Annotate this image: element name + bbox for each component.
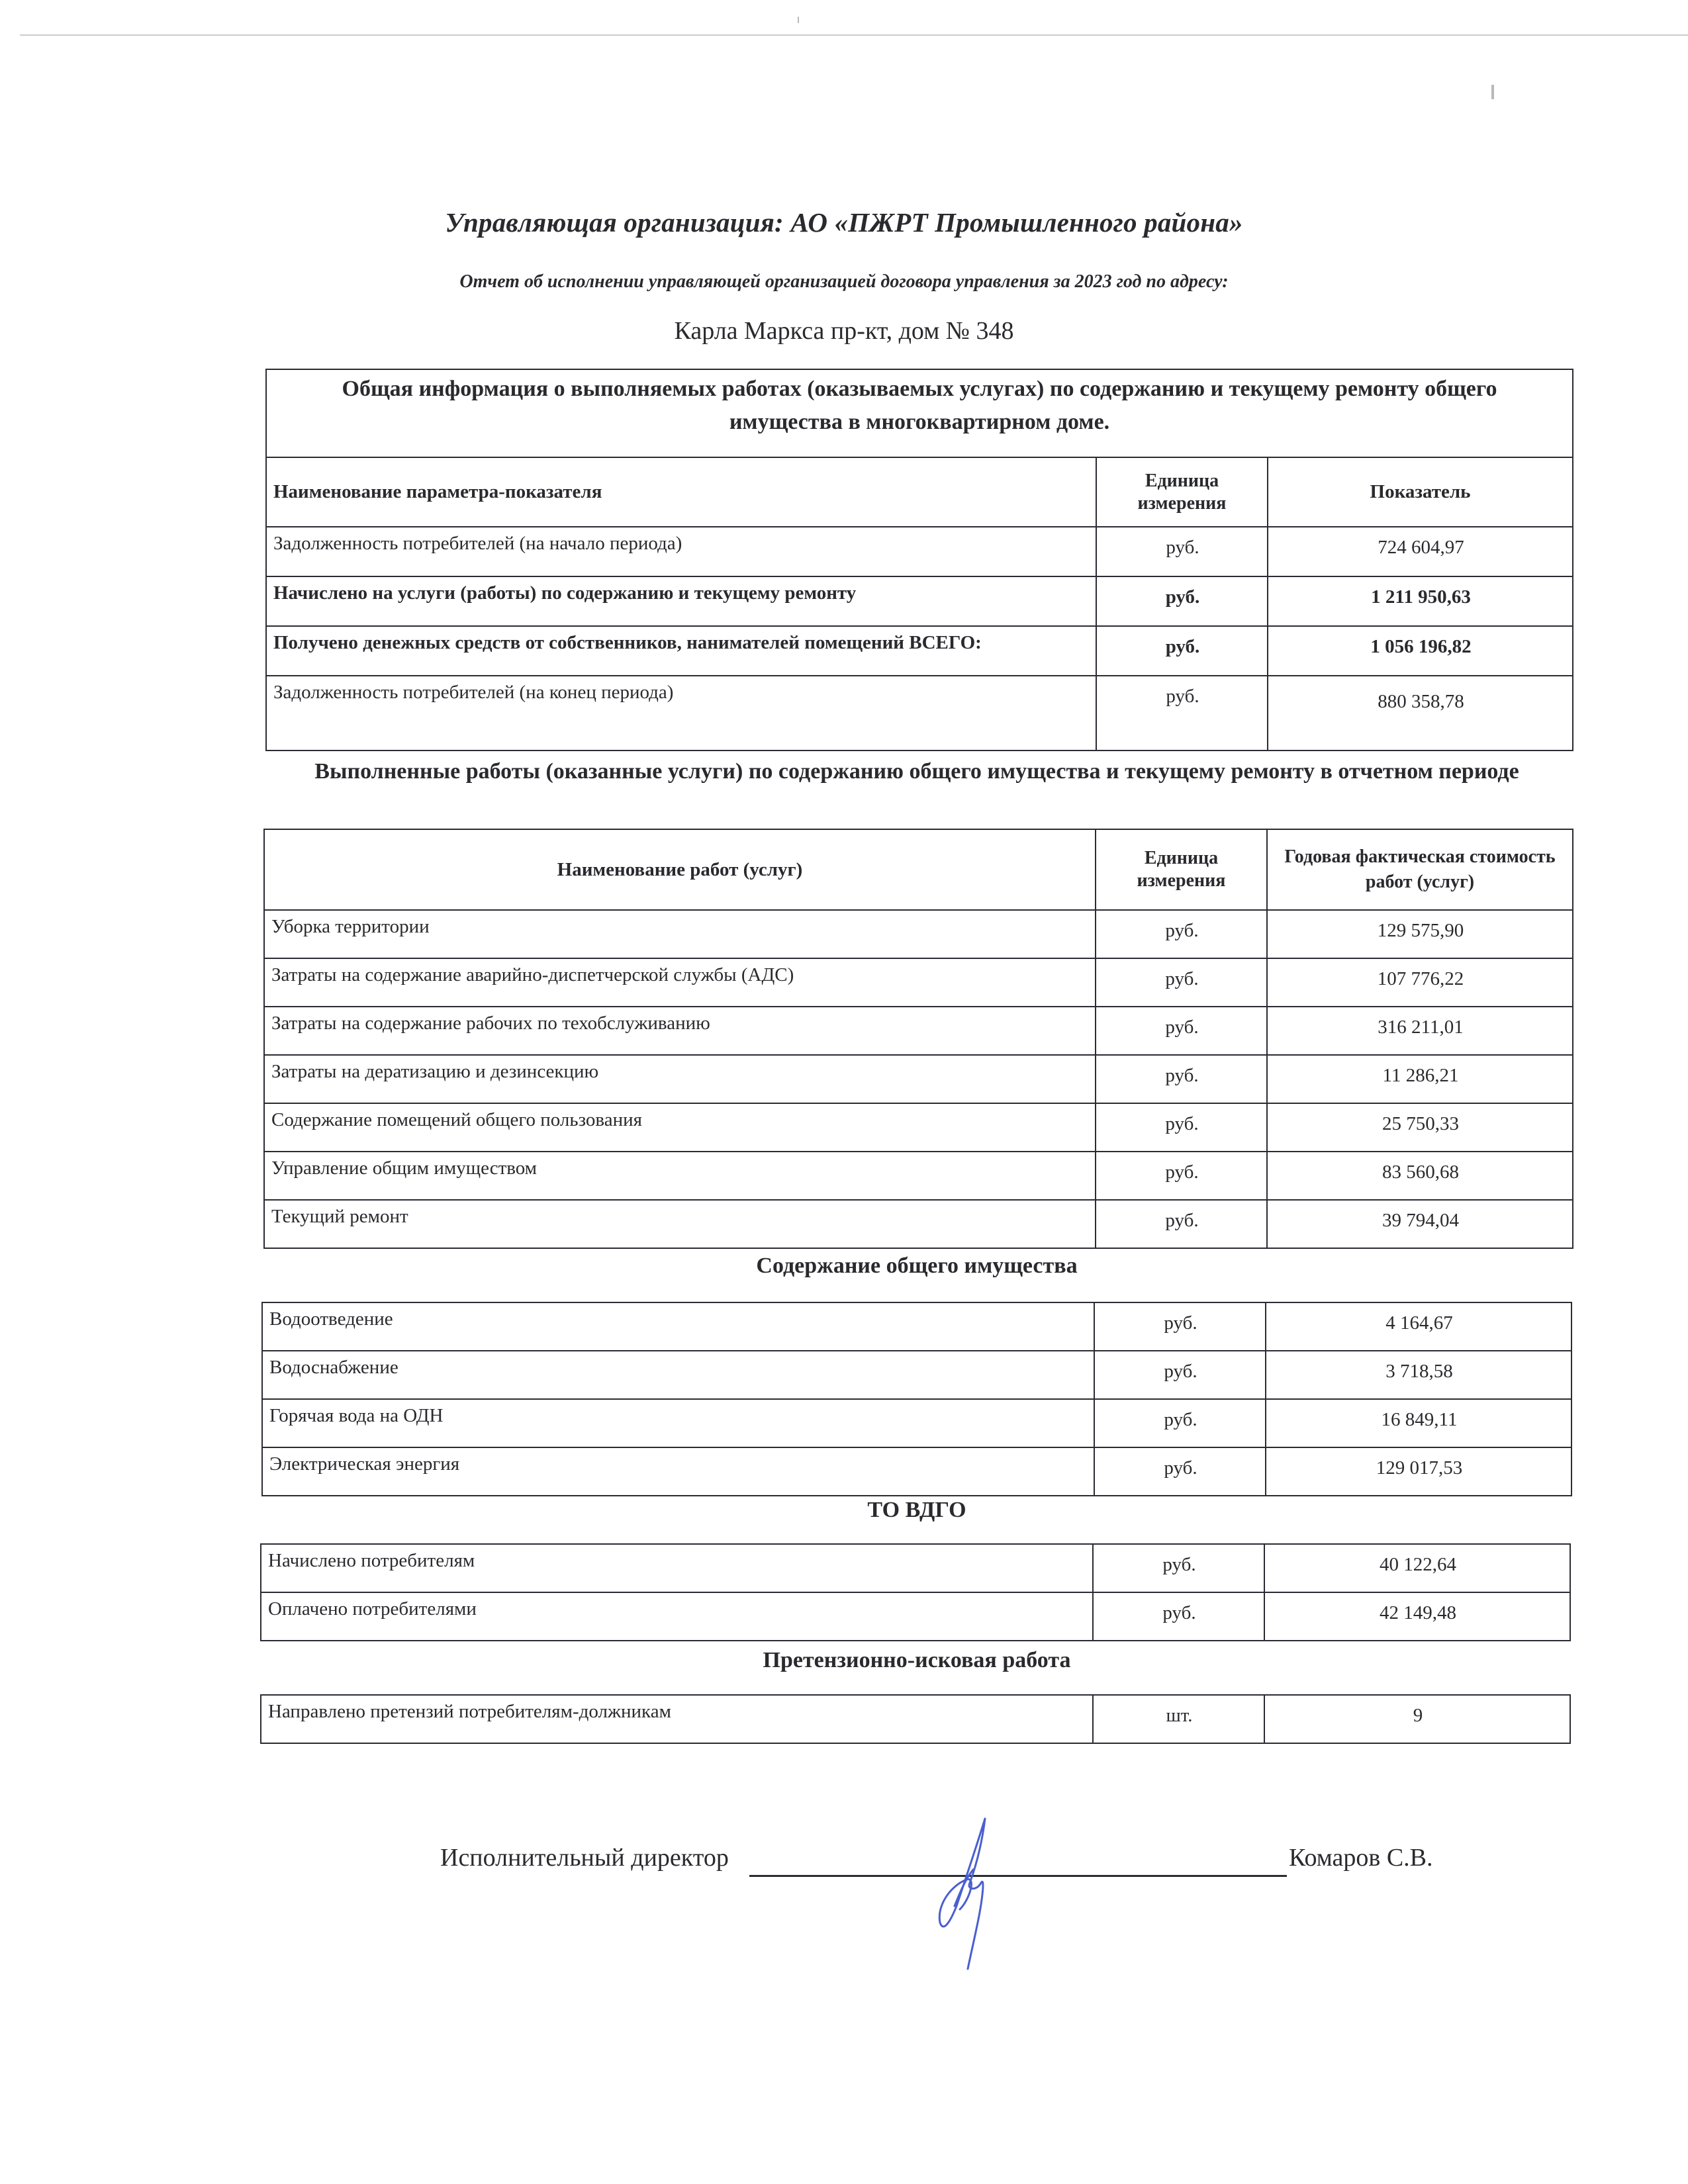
claims-table — [260, 1694, 1571, 1744]
row-name: Начислено потребителям — [261, 1544, 1093, 1592]
column-header-annual-cost: Годовая фактическая стоимость работ (услуг) — [1267, 829, 1573, 910]
row-unit: руб. — [1096, 527, 1268, 576]
row-name: Оплачено потребителями — [261, 1592, 1093, 1641]
table-row — [264, 958, 1573, 1007]
scan-speck — [798, 17, 799, 23]
row-unit: руб. — [1093, 1592, 1264, 1641]
row-name: Водоснабжение — [262, 1351, 1094, 1399]
vdgo-heading: ТО ВДГО — [867, 1498, 966, 1522]
column-header-value: Показатель — [1268, 457, 1573, 527]
row-name: Электрическая энергия — [262, 1447, 1094, 1496]
row-name: Задолженность потребителей (на начало периода) — [266, 527, 1096, 576]
address-title: Карла Маркса пр-кт, дом № 348 — [674, 317, 1014, 345]
table-row — [261, 1544, 1570, 1592]
row-unit: руб. — [1096, 1055, 1267, 1103]
table-row — [262, 1302, 1571, 1351]
row-unit: руб. — [1096, 910, 1267, 958]
row-unit: руб. — [1096, 1007, 1267, 1055]
row-value: 16 849,11 — [1266, 1399, 1571, 1447]
row-value: 25 750,33 — [1267, 1103, 1573, 1152]
row-unit: руб. — [1094, 1351, 1266, 1399]
common-property-heading: Содержание общего имущества — [756, 1253, 1078, 1278]
row-unit: руб. — [1096, 958, 1267, 1007]
row-value: 724 604,97 — [1268, 527, 1573, 576]
row-name: Направлено претензий потребителям-должникам — [261, 1695, 1093, 1743]
signatory-role: Исполнительный директор — [440, 1844, 729, 1872]
table-row — [264, 1055, 1573, 1103]
row-unit: руб. — [1094, 1302, 1266, 1351]
report-title: Отчет об исполнении управляющей организацией договора управления за 2023 год по адресу: — [459, 271, 1229, 292]
row-unit: руб. — [1093, 1544, 1264, 1592]
row-name: Получено денежных средств от собственников, нанимателей помещений ВСЕГО: — [266, 626, 1096, 676]
signatory-name: Комаров С.В. — [1289, 1844, 1433, 1872]
table-row — [261, 1695, 1570, 1743]
row-value: 1 056 196,82 — [1268, 626, 1573, 676]
row-unit: руб. — [1096, 626, 1268, 676]
table-row — [264, 1103, 1573, 1152]
row-name: Задолженность потребителей (на конец периода) — [266, 676, 1096, 751]
row-value: 3 718,58 — [1266, 1351, 1571, 1399]
common-property-table — [261, 1302, 1572, 1496]
table-row — [264, 1152, 1573, 1200]
row-value: 4 164,67 — [1266, 1302, 1571, 1351]
row-value: 42 149,48 — [1264, 1592, 1570, 1641]
general-info-caption: Общая информация о выполняемых работах (оказываемых услугах) по содержанию и текущему ремонту общего имущества в многоквартирном доме. — [266, 369, 1573, 457]
row-unit: руб. — [1094, 1399, 1266, 1447]
row-value: 9 — [1264, 1695, 1570, 1743]
column-header-unit: Единица измерения — [1096, 829, 1267, 910]
general-info-table — [265, 369, 1573, 751]
column-header-work-name: Наименование работ (услуг) — [264, 829, 1096, 910]
table-row — [266, 576, 1573, 626]
table-row — [266, 676, 1573, 751]
row-name: Водоотведение — [262, 1302, 1094, 1351]
row-name: Текущий ремонт — [264, 1200, 1096, 1248]
handwritten-signature-icon — [914, 1813, 1053, 1972]
row-unit: руб. — [1096, 676, 1268, 751]
column-header-parameter: Наименование параметра-показателя — [266, 457, 1096, 527]
row-value: 316 211,01 — [1267, 1007, 1573, 1055]
row-value: 880 358,78 — [1268, 676, 1573, 751]
row-value: 1 211 950,63 — [1268, 576, 1573, 626]
row-value: 40 122,64 — [1264, 1544, 1570, 1592]
row-value: 129 017,53 — [1266, 1447, 1571, 1496]
row-name: Уборка территории — [264, 910, 1096, 958]
organization-title: Управляющая организация: АО «ПЖРТ Промышленного района» — [445, 207, 1243, 238]
row-name: Начислено на услуги (работы) по содержанию и текущему ремонту — [266, 576, 1096, 626]
row-name: Содержание помещений общего пользования — [264, 1103, 1096, 1152]
row-unit: руб. — [1094, 1447, 1266, 1496]
row-name: Управление общим имуществом — [264, 1152, 1096, 1200]
table-row — [262, 1399, 1571, 1447]
row-unit: руб. — [1096, 576, 1268, 626]
row-unit: руб. — [1096, 1200, 1267, 1248]
table-row — [266, 626, 1573, 676]
vdgo-table — [260, 1543, 1571, 1641]
table-row — [264, 1007, 1573, 1055]
row-value: 129 575,90 — [1267, 910, 1573, 958]
row-unit: шт. — [1093, 1695, 1264, 1743]
row-name: Горячая вода на ОДН — [262, 1399, 1094, 1447]
table-row — [264, 910, 1573, 958]
column-header-unit: Единица измерения — [1096, 457, 1268, 527]
row-value: 39 794,04 — [1267, 1200, 1573, 1248]
claims-heading: Претензионно-исковая работа — [763, 1648, 1071, 1672]
row-value: 107 776,22 — [1267, 958, 1573, 1007]
row-value: 11 286,21 — [1267, 1055, 1573, 1103]
table-row — [262, 1351, 1571, 1399]
row-unit: руб. — [1096, 1103, 1267, 1152]
scan-edge-line — [20, 34, 1688, 36]
row-value: 83 560,68 — [1267, 1152, 1573, 1200]
table-row — [262, 1447, 1571, 1496]
works-table — [263, 829, 1573, 1249]
table-row — [264, 1200, 1573, 1248]
row-name: Затраты на содержание рабочих по техобслуживанию — [264, 1007, 1096, 1055]
row-unit: руб. — [1096, 1152, 1267, 1200]
scan-speck — [1491, 85, 1494, 99]
table-row — [266, 527, 1573, 576]
row-name: Затраты на содержание аварийно-диспетчерской службы (АДС) — [264, 958, 1096, 1007]
table-row — [261, 1592, 1570, 1641]
row-name: Затраты на дератизацию и дезинсекцию — [264, 1055, 1096, 1103]
works-heading: Выполненные работы (оказанные услуги) по содержанию общего имущества и текущему ремонту в отчетном периоде — [314, 759, 1519, 784]
